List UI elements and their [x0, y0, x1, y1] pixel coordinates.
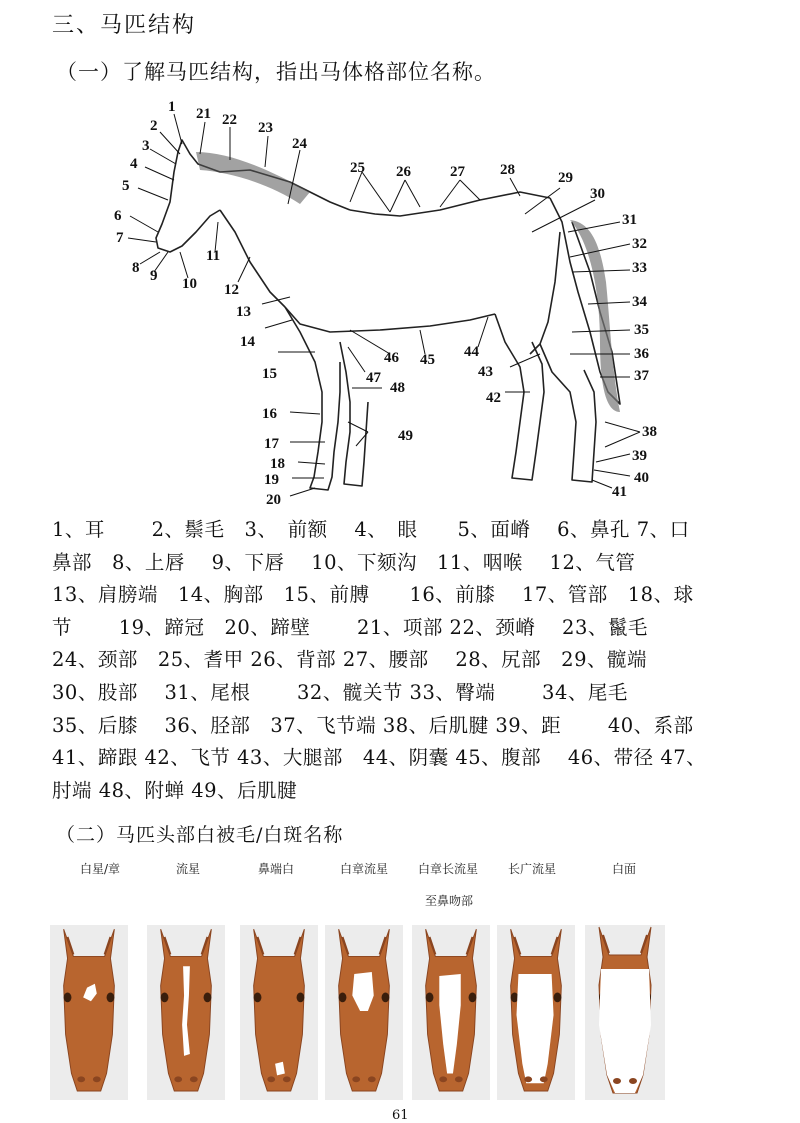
face-label-extra: 至鼻吻部: [425, 894, 474, 908]
face-blaze: [497, 925, 575, 1100]
legend-line: 肘端 48、附蝉 49、后肌腱: [52, 778, 298, 802]
diagram-number: 10: [182, 276, 197, 292]
diagram-number: 49: [398, 428, 413, 444]
face-label: 白面: [612, 862, 637, 876]
horse-face-icon: [497, 925, 575, 1100]
face-snip: [240, 925, 318, 1100]
face-label: 白星/章: [80, 862, 121, 876]
diagram-number: 41: [612, 484, 627, 500]
diagram-number: 4: [130, 156, 138, 172]
diagram-number: 27: [450, 164, 465, 180]
diagram-number: 46: [384, 350, 399, 366]
horse-face-icon: [585, 925, 665, 1100]
tail-shape: [570, 220, 620, 412]
horse-outline: [156, 140, 620, 490]
diagram-number: 2: [150, 118, 158, 134]
face-bald: [585, 925, 665, 1100]
diagram-number: 9: [150, 268, 158, 284]
section-title: 三、马匹结构: [52, 13, 197, 38]
legend-line: 13、肩膀端 14、胸部 15、前膊 16、前膝 17、管部 18、球: [52, 583, 694, 607]
diagram-number: 33: [632, 260, 647, 276]
diagram-number: 29: [558, 170, 573, 186]
face-star-long-stripe: [412, 925, 490, 1100]
legend-line: 30、股部 31、尾根 32、髋关节 33、臀端 34、尾毛: [52, 680, 628, 704]
diagram-number: 14: [240, 334, 255, 350]
diagram-number: 16: [262, 406, 277, 422]
diagram-number: 5: [122, 178, 130, 194]
diagram-number: 39: [632, 448, 647, 464]
diagram-number: 17: [264, 436, 279, 452]
legend-line: 节 19、蹄冠 20、蹄壁 21、项部 22、颈嵴 23、鬣毛: [52, 615, 648, 639]
diagram-number: 38: [642, 424, 657, 440]
diagram-number: 34: [632, 294, 647, 310]
face-star-stripe: [325, 925, 403, 1100]
diagram-number: 42: [486, 390, 501, 406]
diagram-number: 44: [464, 344, 479, 360]
horse-face-icon: [50, 925, 128, 1100]
horse-face-icon: [240, 925, 318, 1100]
part1-title: （一）了解马匹结构，指出马体格部位名称。: [56, 60, 496, 84]
diagram-number: 47: [366, 370, 381, 386]
legend-line: 35、后膝 36、胫部 37、飞节端 38、后肌腱 39、距 40、系部: [52, 713, 694, 737]
diagram-number: 23: [258, 120, 273, 136]
legend-line: 鼻部 8、上唇 9、下唇 10、下颏沟 11、咽喉 12、气管: [52, 550, 636, 574]
face-stripe: [147, 925, 225, 1100]
diagram-number: 24: [292, 136, 307, 152]
face-label: 白章长流星: [418, 862, 479, 876]
face-label: 流星: [176, 862, 201, 876]
diagram-number: 13: [236, 304, 251, 320]
diagram-number: 12: [224, 282, 239, 298]
mane-shape: [196, 152, 310, 204]
diagram-number: 31: [622, 212, 637, 228]
horse-anatomy-diagram: [100, 92, 700, 512]
diagram-number: 3: [142, 138, 150, 154]
diagram-number: 6: [114, 208, 122, 224]
part2-title: （二）马匹头部白被毛/白斑名称: [56, 824, 344, 846]
diagram-number: 7: [116, 230, 124, 246]
diagram-number: 43: [478, 364, 493, 380]
diagram-number: 30: [590, 186, 605, 202]
face-star: [50, 925, 128, 1100]
legend-line: 1、耳 2、鬃毛 3、 前额 4、 眼 5、面嵴 6、鼻孔 7、口: [52, 518, 690, 541]
diagram-number: 11: [206, 248, 221, 264]
diagram-number: 21: [196, 106, 211, 122]
diagram-number: 15: [262, 366, 277, 382]
diagram-number: 35: [634, 322, 649, 338]
legend-line: 41、蹄跟 42、飞节 43、大腿部 44、阴囊 45、腹部 46、带径 47、: [52, 746, 707, 770]
diagram-number: 37: [634, 368, 649, 384]
parts-legend: [52, 514, 772, 807]
diagram-number: 40: [634, 470, 649, 486]
horse-face-icon: [325, 925, 403, 1100]
page-number: 61: [392, 1108, 409, 1123]
diagram-number: 19: [264, 472, 279, 488]
diagram-number: 26: [396, 164, 411, 180]
diagram-number: 8: [132, 260, 140, 276]
face-label: 白章流星: [340, 862, 389, 876]
diagram-number: 20: [266, 492, 281, 508]
diagram-number: 48: [390, 380, 405, 396]
diagram-number: 18: [270, 456, 285, 472]
horse-face-icon: [412, 925, 490, 1100]
diagram-number: 25: [350, 160, 365, 176]
horse-face-icon: [147, 925, 225, 1100]
face-label: 鼻端白: [258, 862, 295, 876]
diagram-number: 1: [168, 99, 176, 115]
legend-line: 24、颈部 25、耆甲 26、背部 27、腰部 28、尻部 29、髋端: [52, 648, 647, 672]
diagram-number: 22: [222, 112, 237, 128]
diagram-number: 36: [634, 346, 649, 362]
diagram-number: 45: [420, 352, 435, 368]
diagram-number: 28: [500, 162, 515, 178]
diagram-number: 32: [632, 236, 647, 252]
face-label: 长广流星: [508, 862, 557, 876]
